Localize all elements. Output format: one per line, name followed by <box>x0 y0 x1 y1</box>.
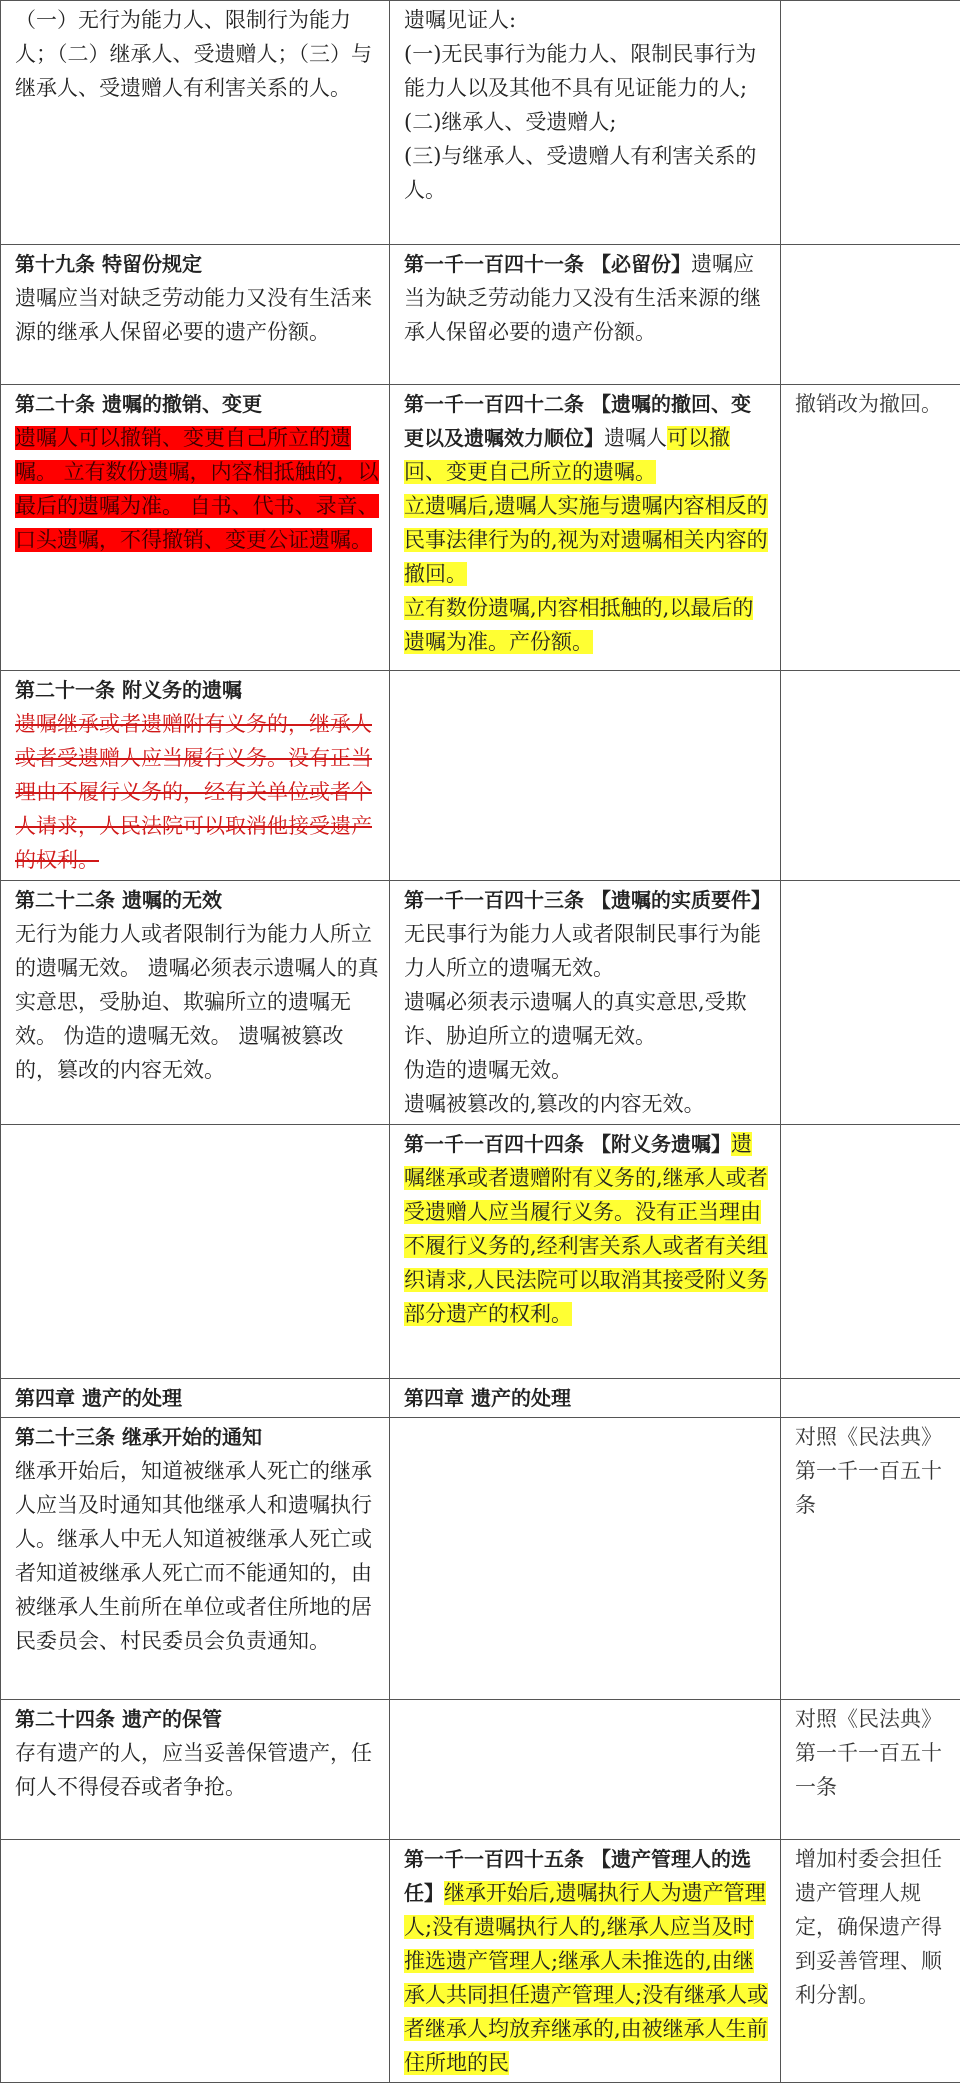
old-law-cell <box>1 1700 390 1840</box>
new-law-text: 遗嘱必须表示遗嘱人的真实意思,受欺诈、胁迫所立的遗嘱无效。 <box>404 985 770 1053</box>
new-law-text: 遗嘱应当为缺乏劳动能力又没有生活来源的继承人保留必要的遗产份额。 <box>404 252 761 344</box>
old-law-cell <box>1 385 390 671</box>
added-text-highlight: 立有数份遗嘱,内容相抵触的,以最后的遗嘱为准。产份额。 <box>404 596 753 654</box>
remark-cell <box>781 1125 960 1379</box>
deleted-text-highlight: 遗嘱人可以撤销、变更自己所立的遗嘱。 立有数份遗嘱，内容相抵触的，以最后的遗嘱为准。 自书、代书、录音、口头遗嘱，不得撤销、变更公证遗嘱。 <box>15 426 379 552</box>
new-law-text: 无民事行为能力人或者限制民事行为能力人所立的遗嘱无效。 <box>404 922 761 980</box>
article-title: 第二十一条 附义务的遗嘱 <box>15 673 379 707</box>
new-law-text: 伪造的遗嘱无效。 <box>404 1053 770 1087</box>
chapter-title: 第四章 遗产的处理 <box>15 1381 379 1415</box>
remark-cell <box>781 1418 960 1700</box>
new-law-cell <box>390 1379 781 1418</box>
old-law-cell <box>1 1418 390 1700</box>
table-row <box>1 245 960 385</box>
added-text-highlight: 继承开始后,遗嘱执行人为遗产管理人;没有遗嘱执行人的,继承人应当及时推选遗产管理人;继承人未推选的,由继承人共同担任遗产管理人;没有继承人或者继承人均放弃继承的,由被继承人生前住所地的民 <box>404 1881 768 2075</box>
table-row <box>1 1840 960 2083</box>
old-law-text: 继承开始后，知道被继承人死亡的继承人应当及时通知其他继承人和遗嘱执行人。继承人中无人知道被继承人死亡或者知道被继承人死亡而不能通知的，由被继承人生前所在单位或者住所地的居民委员会、村民委员会负责通知。 <box>15 1454 379 1658</box>
remark-text: 对照《民法典》第一千一百五十一条 <box>795 1702 950 1804</box>
article-title: 第十九条 特留份规定 <box>15 247 379 281</box>
new-law-cell <box>390 1418 781 1700</box>
article-title: 第一千一百四十五条 【遗产管理人的选任】 <box>404 1847 751 1905</box>
remark-cell <box>781 671 960 881</box>
new-law-cell <box>390 245 781 385</box>
old-law-cell <box>1 881 390 1125</box>
article-title: 第一千一百四十一条 【必留份】 <box>404 252 691 276</box>
new-law-cell <box>390 1 781 245</box>
remark-cell <box>781 245 960 385</box>
new-law-text: 遗嘱人 <box>604 426 667 450</box>
deleted-strikethrough-text: 遗嘱继承或者遗赠附有义务的，继承人或者受遗赠人应当履行义务。没有正当理由不履行义务的，经有关单位或者个人请求，人民法院可以取消他接受遗产的权利。 <box>15 707 379 877</box>
new-law-text: 遗嘱被篡改的,篡改的内容无效。 <box>404 1087 770 1121</box>
new-law-cell <box>390 1700 781 1840</box>
remark-cell <box>781 1379 960 1418</box>
remark-text: 撤销改为撤回。 <box>795 387 950 421</box>
article-title: 第二十条 遗嘱的撤销、变更 <box>15 387 379 421</box>
remark-cell <box>781 881 960 1125</box>
new-law-cell <box>390 385 781 671</box>
article-title: 第一千一百四十三条 【遗嘱的实质要件】 <box>404 888 771 912</box>
article-title: 第一千一百四十二条 【遗嘱的撤回、变更以及遗嘱效力顺位】 <box>404 392 751 450</box>
old-law-cell <box>1 671 390 881</box>
old-law-text: 无行为能力人或者限制行为能力人所立的遗嘱无效。 遗嘱必须表示遗嘱人的真实意思，受胁迫、欺骗所立的遗嘱无效。 伪造的遗嘱无效。 遗嘱被篡改的，篡改的内容无效。 <box>15 917 379 1087</box>
old-law-text: 遗嘱应当对缺乏劳动能力又没有生活来源的继承人保留必要的遗产份额。 <box>15 281 379 349</box>
remark-text: 增加村委会担任遗产管理人规定，确保遗产得到妥善管理、顺利分割。 <box>795 1842 950 2012</box>
old-law-cell <box>1 1 390 245</box>
table-row <box>1 1379 960 1418</box>
table-row <box>1 385 960 671</box>
remark-cell <box>781 1840 960 2083</box>
article-title: 第二十四条 遗产的保管 <box>15 1702 379 1736</box>
chapter-title: 第四章 遗产的处理 <box>404 1381 770 1415</box>
new-law-cell <box>390 671 781 881</box>
new-law-text: 遗嘱见证人: <box>404 3 770 37</box>
remark-cell <box>781 1 960 245</box>
article-title: 第二十三条 继承开始的通知 <box>15 1420 379 1454</box>
table-row <box>1 1418 960 1700</box>
table-row <box>1 1125 960 1379</box>
new-law-cell <box>390 1840 781 2083</box>
added-text-highlight: 遗嘱继承或者遗赠附有义务的,继承人或者受遗赠人应当履行义务。没有正当理由不履行义务的,经利害关系人或者有关组织请求,人民法院可以取消其接受附义务部分遗产的权利。 <box>404 1132 768 1326</box>
table-row <box>1 1 960 245</box>
remark-cell <box>781 385 960 671</box>
old-law-cell <box>1 1840 390 2083</box>
new-law-text: (三)与继承人、受遗赠人有利害关系的人。 <box>404 139 770 207</box>
article-title: 第二十二条 遗嘱的无效 <box>15 883 379 917</box>
table-row <box>1 881 960 1125</box>
new-law-text: (一)无民事行为能力人、限制民事行为能力人以及其他不具有见证能力的人; <box>404 37 770 105</box>
article-title: 第一千一百四十四条 【附义务遗嘱】 <box>404 1132 731 1156</box>
old-law-cell <box>1 245 390 385</box>
new-law-cell <box>390 1125 781 1379</box>
remark-cell <box>781 1700 960 1840</box>
added-text-highlight: 立遗嘱后,遗嘱人实施与遗嘱内容相反的民事法律行为的,视为对遗嘱相关内容的撤回。 <box>404 494 768 586</box>
old-law-cell <box>1 1379 390 1418</box>
old-law-text: （一）无行为能力人、限制行为能力人；（二）继承人、受遗赠人；（三）与继承人、受遗赠人有利害关系的人。 <box>15 3 379 105</box>
added-text-highlight: 可以撤回、变更自己所立的遗嘱。 <box>404 426 730 484</box>
new-law-text: (二)继承人、受遗赠人; <box>404 105 770 139</box>
old-law-text: 存有遗产的人，应当妥善保管遗产，任何人不得侵吞或者争抢。 <box>15 1736 379 1804</box>
remark-text: 对照《民法典》第一千一百五十条 <box>795 1420 950 1522</box>
new-law-cell <box>390 881 781 1125</box>
table-row <box>1 1700 960 1840</box>
old-law-cell <box>1 1125 390 1379</box>
table-row <box>1 671 960 881</box>
